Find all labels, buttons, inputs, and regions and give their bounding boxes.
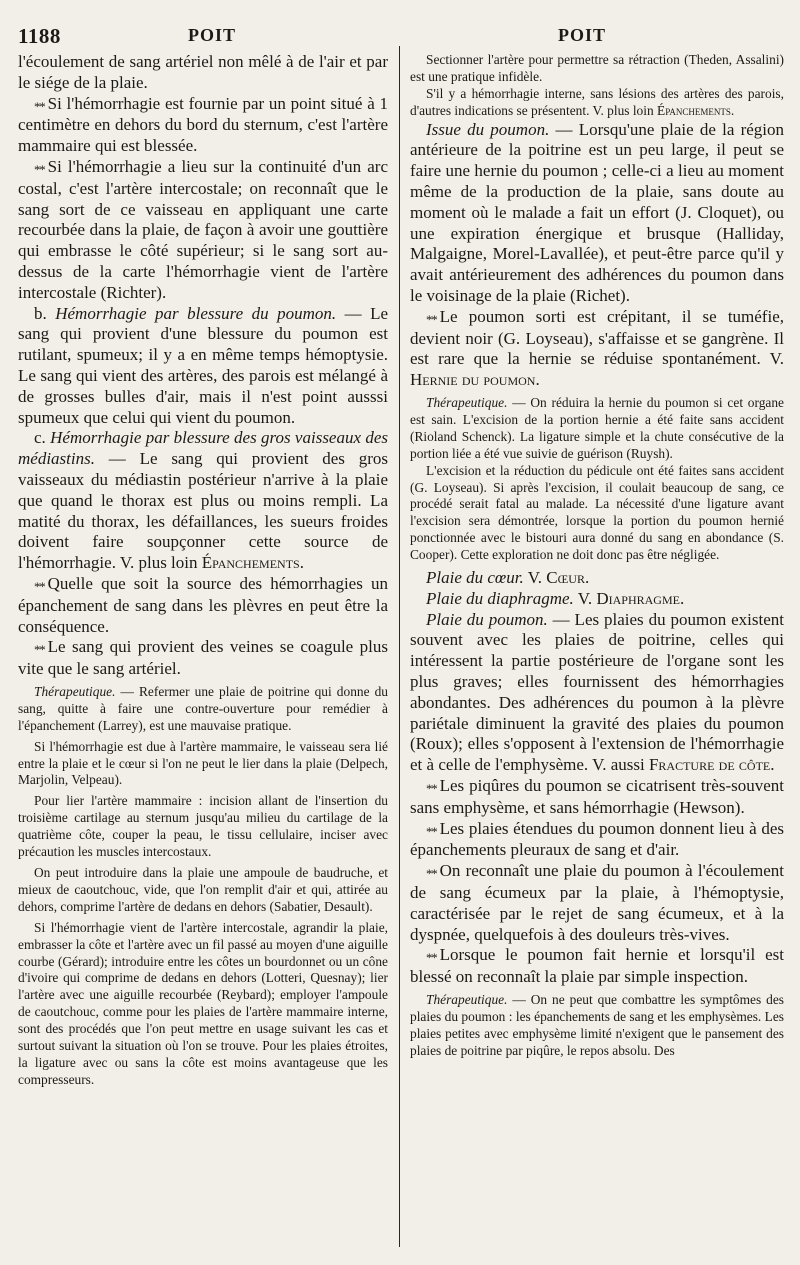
- page-header: [0, 24, 800, 48]
- cross-reference: Cœur: [546, 568, 585, 588]
- paragraph: [410, 463, 784, 564]
- paragraph: [410, 861, 784, 945]
- paragraph: [18, 637, 388, 680]
- paragraph-letter: c.: [34, 428, 51, 448]
- paragraph-tail: .: [679, 588, 685, 608]
- paragraph-text: — Refermer une plaie de poitrine qui donne du sang, quitte à faire une contre-ouverture pour remédier à l'épanchement (Larrey), est une mauvaise pratique.: [18, 683, 388, 733]
- paragraph-text: l'écoulement de sang artériel non mêlé à de l'air et par le siége de la plaie.: [18, 52, 388, 92]
- paragraph: [18, 739, 388, 790]
- paragraph: [18, 865, 388, 916]
- paragraph-tail: .: [730, 102, 735, 118]
- asterism-mark: * *: [426, 950, 436, 966]
- paragraph-heading: Hémorrhagie par blessure du poumon.: [55, 303, 337, 323]
- paragraph: [410, 395, 784, 463]
- paragraph-text: S'il y a hémorrhagie interne, sans lésions des artères des parois, d'autres indications se présentent. V. plus loin: [410, 85, 784, 118]
- paragraph: [410, 589, 784, 610]
- paragraph-text: Si l'hémorrhagie est due à l'artère mammaire, le vaisseau sera lié entre la plaie et le cœur si l'on ne peut le lier dans la plaie (Delpech, Marjolin, Velpeau).: [18, 738, 388, 788]
- cross-reference: Épanchements: [657, 102, 731, 118]
- page-number: 1188: [18, 24, 61, 48]
- paragraph-heading: Plaie du poumon.: [426, 609, 548, 629]
- paragraph-text: Si l'hémorrhagie vient de l'artère intercostale, agrandir la plaie, embrasser la côte et l'artère avec un fil passé au moyen d'une aiguille courbe (Gérard); introduire entre les côtes un bourdonnet ou un cône d'ivoire qui comprime de dedans en dehors (Lotteri, Quesnay); lier l'artère avec une aiguille recourbée (Reybard); employer l'ampoule de caoutchouc, comme pour les plaies de l'artère mammaire interne, sont des procédés que l'on peut mettre en usage suivant les cas et surtout suivant la situation où l'on se trouve. Pour les plaies étroites, la ligature avec ou sans la côte est moins avantageuse que les compresseurs.: [18, 919, 388, 1087]
- running-head-left: POIT: [188, 25, 237, 45]
- paragraph-text: On reconnaît une plaie du poumon à l'écoulement de sang écumeux par la plaie, à l'hémoptysie, caractérisée par le rejet de sang écumeux, et à la dyspnée, quelquefois à des douleurs très-vives.: [410, 861, 784, 944]
- cross-reference: Fracture de côte: [648, 755, 771, 775]
- paragraph-text: Les piqûres du poumon se cicatrisent très-souvent sans emphysème, et sans hémorrhagie (Hewson).: [410, 776, 784, 817]
- paragraph-text: — Lorsqu'une plaie de la région antérieure de la poitrine est un peu large, il peut se faire une hernie du poumon ; celle-ci a lieu au moment même de la production de la plaie, sans doute au moment où le malade a fait un effort (J. Cloquet), ou une expiration énergique et brusque (Halliday, Malgaigne, Morel-Lavallée), et peut-être parce qu'il y avait antérieurement des adhérences du poumon dans le voisinage de la plaie (Richet).: [410, 119, 784, 305]
- paragraph-text: Les plaies étendues du poumon donnent lieu à des épanchements pleuraux de sang et d'air.: [410, 818, 784, 860]
- paragraph-text: Sectionner l'artère pour permettre sa rétraction (Theden, Assalini) est une pratique infidèle.: [410, 52, 784, 84]
- column-divider: [399, 46, 400, 1247]
- paragraph-text: Le sang qui provient des veines se coagule plus vite que le sang artériel.: [18, 637, 388, 679]
- paragraph: [18, 157, 388, 304]
- paragraph-text: Si l'hémorrhagie a lieu sur la continuité d'un arc costal, c'est l'artère intercostale; on reconnaît que le sang sort de ce vaisseau en appliquant une carte recourbée dans la plaie, de façon à avoir une gouttière qui embrasse le côté supérieur; si le sang sort au-dessus de la carte l'hémorrhagie vient de l'artère intercostale (Richter).: [18, 156, 388, 302]
- paragraph: [410, 945, 784, 988]
- paragraph: [18, 684, 388, 735]
- paragraph: [18, 793, 388, 861]
- paragraph-heading: Thérapeutique.: [34, 683, 116, 699]
- asterism-mark: * *: [34, 161, 44, 177]
- paragraph-text: V.: [573, 588, 597, 608]
- paragraph-text: V.: [523, 568, 547, 588]
- paragraph-letter: b.: [34, 303, 56, 323]
- paragraph-text: On peut introduire dans la plaie une ampoule de baudruche, et mieux de caoutchouc, vide, que l'on remplit d'air et qui, attirée au dehors, comprime l'artère de dedans en dehors (Sabatier, Desault).: [18, 864, 388, 914]
- asterism-mark: * *: [34, 98, 44, 114]
- paragraph: [18, 304, 388, 429]
- asterism-mark: * *: [426, 781, 436, 797]
- paragraph: [410, 568, 784, 589]
- paragraph-heading: Plaie du cœur.: [426, 568, 524, 588]
- cross-reference: Hernie du poumon: [410, 370, 536, 390]
- paragraph: [410, 819, 784, 862]
- paragraph-text: L'excision et la réduction du pédicule ont été faites sans accident (G. Loyseau). Si après l'excision, il coulait beaucoup de sang, ce procédé serait fatal au malade. La nécessité d'une ligature avant l'excision sera démontrée, lorsque la portion du poumon hernié ponctionnée avec le bistouri aura donné du sang en abondance (S. Cooper). Cette exploration ne doit donc pas être négligée.: [410, 462, 784, 563]
- paragraph-tail: .: [770, 755, 775, 775]
- paragraph-tail: .: [299, 553, 304, 573]
- paragraph: [410, 120, 784, 307]
- paragraph-tail: .: [535, 370, 540, 390]
- paragraph-text: Pour lier l'artère mammaire : incision allant de l'insertion du troisième cartilage au sternum jusqu'au milieu du cartilage de la quatrième côte, couper la peau, le tissu cellulaire, inciser avec précaution les muscles intercostaux.: [18, 793, 388, 860]
- paragraph: [410, 992, 784, 1060]
- paragraph: [18, 428, 388, 574]
- asterism-mark: * *: [426, 823, 436, 839]
- paragraph: [410, 776, 784, 819]
- left-column: [18, 52, 388, 1241]
- cross-reference: Diaphragme: [596, 588, 680, 608]
- paragraph-tail: .: [584, 568, 590, 588]
- cross-reference: Épanchements: [201, 553, 300, 573]
- paragraph: [410, 610, 784, 776]
- asterism-mark: * *: [34, 578, 44, 594]
- paragraph-text: — On réduira la hernie du poumon si cet organe est sain. L'excision de la portion hernie a été faite sans accident (Rioland Schenck). La ligature simple et la chute consécutive de la portion liée a été vue suivie de guérison (Ruysh).: [410, 394, 784, 461]
- paragraph-text: — Le sang qui provient des gros vaisseaux du médiastin postérieur n'arrive à la plaie que quand le thorax est plus ou moins rempli. La matité du thorax, les défaillances, les sueurs froides doivent faire soupçonner cette source de l'hémorrhagie. V. plus loin: [18, 449, 388, 573]
- paragraph-heading: Thérapeutique.: [426, 394, 508, 410]
- asterism-mark: * *: [34, 642, 44, 658]
- asterism-mark: * *: [426, 866, 436, 882]
- paragraph-text: — Les plaies du poumon existent souvent avec les plaies de poitrine, celles qui intéressent la partie postérieure de l'organe sont les plus graves; elles fournissent des hémorrhagies abondantes. Des adhérences du poumon à la plèvre pariétale diminuent la gravité des plaies du poumon (Roux); elles s'opposent à l'extension de l'hémorrhagie et à celle de l'emphysème. V. aussi: [410, 609, 784, 775]
- paragraph: [410, 307, 784, 391]
- paragraph: [18, 920, 388, 1089]
- paragraph-heading: Hémorrhagie par blessure des gros vaisseaux des médiastins.: [18, 428, 388, 469]
- paragraph-text: — Le sang qui provient d'une blessure du poumon est rutilant, spumeux; il y a en même temps hémoptysie. Le sang qui vient des artères, des parois est mélangé à de grosses bulles d'air, mais il n'est point ausssi spumeux que celui qui vient du poumon.: [18, 303, 388, 427]
- paragraph-text: Le poumon sorti est crépitant, il se tuméfie, devient noir (G. Loyseau), s'affaisse et se gangrène. Il est rare que la hernie se réduise spontanément. V.: [410, 306, 784, 369]
- paragraph-text: — On ne peut que combattre les symptômes des plaies du poumon : les épanchements de sang et les emphysèmes. Les plaies petites avec emphysème limité n'exigent que le pansement des plaies de poitrine par piqûre, le repos absolu. Des: [410, 991, 784, 1058]
- paragraph: [18, 94, 388, 157]
- running-head-right: POIT: [558, 25, 607, 45]
- paragraph: [410, 52, 784, 86]
- right-column: [410, 52, 784, 1241]
- paragraph-text: Quelle que soit la source des hémorrhagies un épanchement de sang dans les plèvres en peut être la conséquence.: [18, 573, 388, 636]
- asterism-mark: * *: [426, 311, 436, 327]
- paragraph-heading: Issue du poumon.: [426, 119, 550, 139]
- paragraph: [18, 52, 388, 94]
- paragraph: [18, 574, 388, 637]
- paragraph-heading: Thérapeutique.: [426, 991, 508, 1007]
- paragraph-text: Si l'hémorrhagie est fournie par un point situé à 1 centimètre en dehors du bord du sternum, c'est l'artère mammaire qui est blessée.: [18, 93, 388, 156]
- paragraph-heading: Plaie du diaphragme.: [426, 588, 574, 608]
- paragraph: [410, 86, 784, 120]
- paragraph-text: Lorsque le poumon fait hernie et lorsqu'il est blessé on reconnaît la plaie par simple inspection.: [410, 945, 784, 987]
